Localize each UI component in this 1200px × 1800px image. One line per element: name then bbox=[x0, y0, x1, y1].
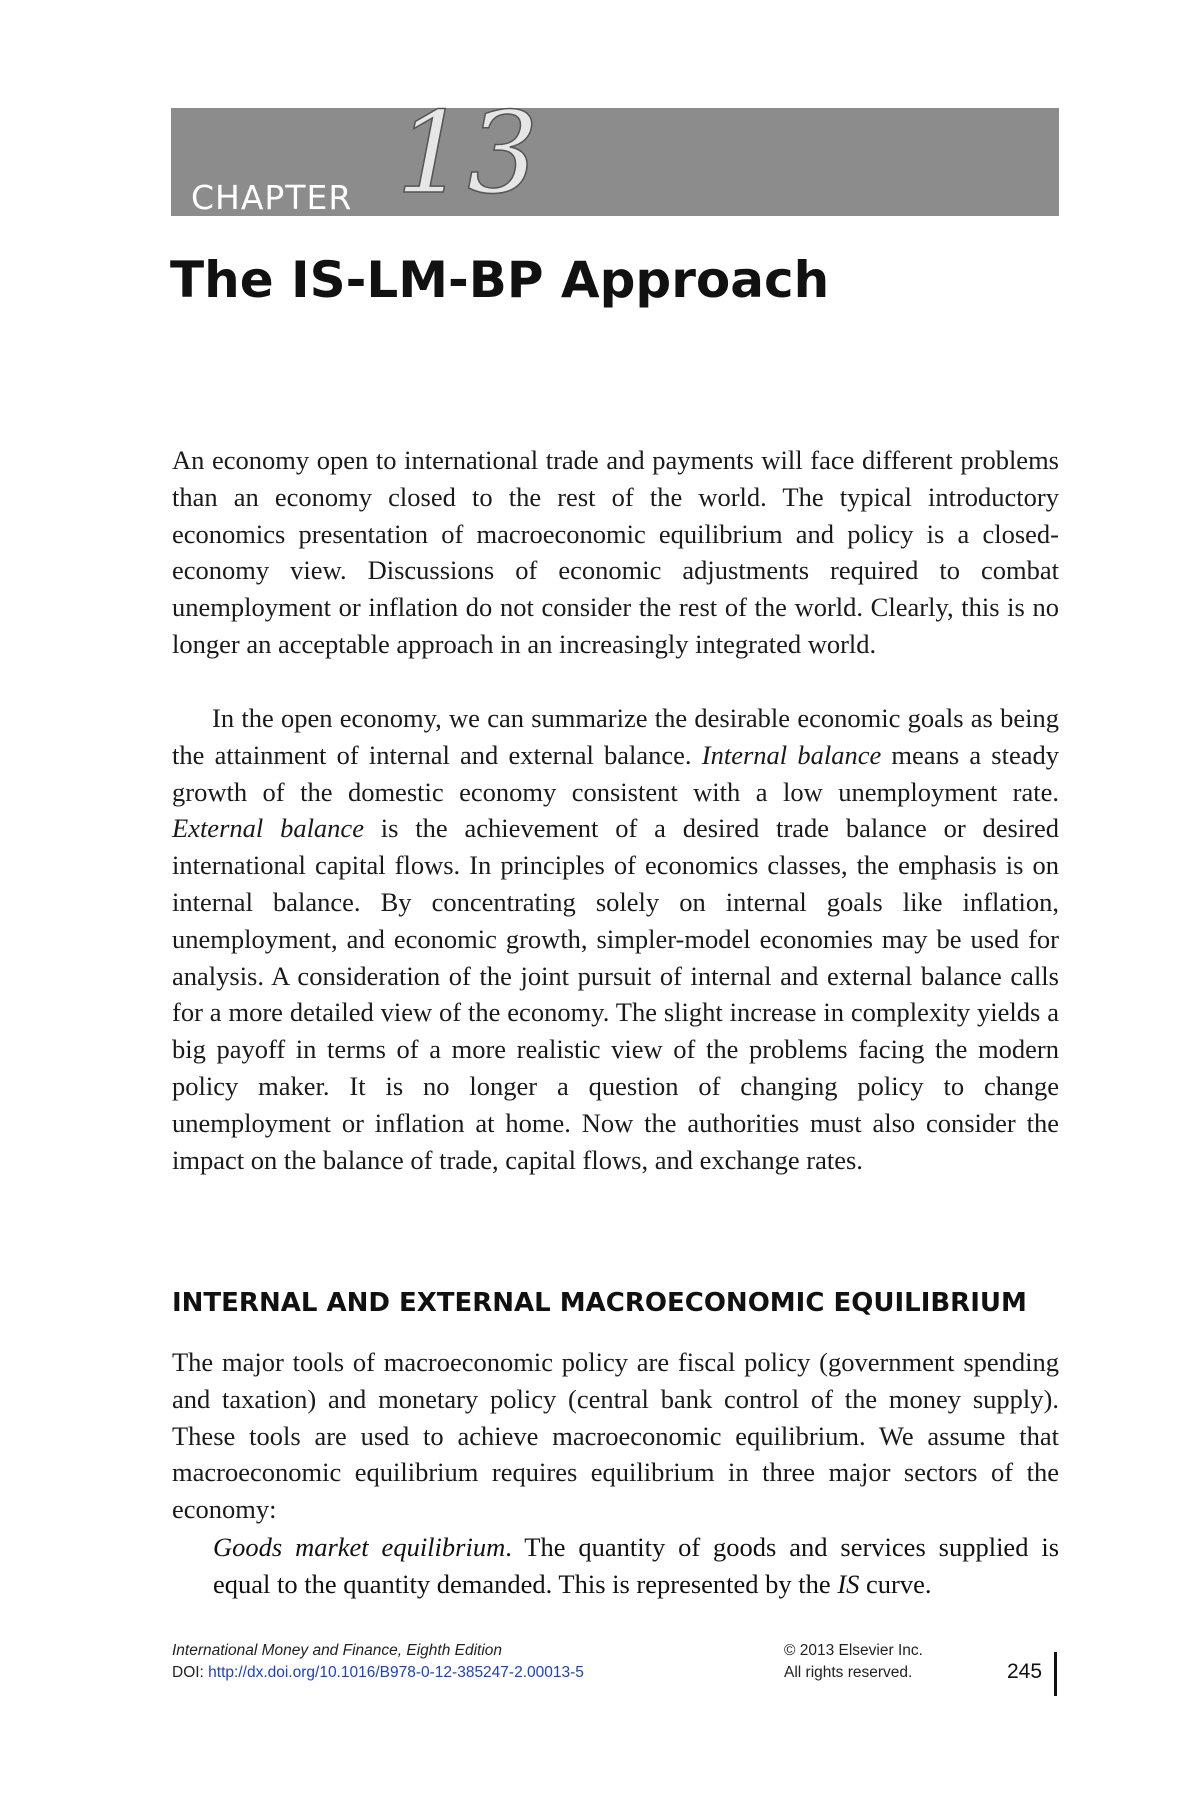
doi-label: DOI: bbox=[172, 1664, 209, 1681]
rights-notice: All rights reserved. bbox=[784, 1664, 913, 1681]
doi-link[interactable]: http://dx.doi.org/10.1016/B978-0-12-385247-2.00013-5 bbox=[208, 1664, 584, 1681]
section-paragraph: The major tools of macroeconomic policy are fiscal policy (government spending and taxation) and monetary policy (central bank control of the money supply). These tools are used to achieve macroeconomic equilibrium. We assume that macroeconomic equilibrium requires equilibrium in three major sectors of the economy: bbox=[172, 1347, 1059, 1525]
goods-market-term: Goods market equilibrium bbox=[213, 1532, 506, 1562]
external-balance-term: External balance bbox=[172, 813, 364, 844]
chapter-label: CHAPTER bbox=[191, 178, 353, 217]
chapter-title: The IS-LM-BP Approach bbox=[170, 251, 830, 309]
page-number: 245 bbox=[1007, 1660, 1043, 1683]
doi-line bbox=[172, 1664, 584, 1682]
balance-paragraph bbox=[172, 700, 1059, 1178]
internal-balance-term: Internal balance bbox=[701, 739, 882, 770]
goods-market-text: . The quantity of goods and services supplied is equal to the quantity demanded. This is represented by the bbox=[213, 1532, 1060, 1599]
intro-paragraph: An economy open to international trade and payments will face different problems than an economy closed to the rest of the world. The typical introductory economics presentation of macroeconomic equilibrium and policy is a closed-economy view. Discussions of economic adjustments required to combat unemployment or inflation do not consider the rest of the world. Clearly, this is no longer an acceptable approach in an increasingly integrated world. bbox=[172, 445, 1059, 659]
section-heading: INTERNAL AND EXTERNAL MACROECONOMIC EQUILIBRIUM bbox=[172, 1288, 1027, 1318]
balance-paragraph-part-1: In the open economy, we can summarize the desirable economic goals as being the attainment of internal and external balance. bbox=[172, 703, 1059, 770]
book-title: International Money and Finance, Eighth Edition bbox=[172, 1642, 503, 1659]
copyright-notice: © 2013 Elsevier Inc. bbox=[784, 1642, 923, 1659]
balance-paragraph-part-3: is the achievement of a desired trade balance or desired international capital flows. In principles of economics classes, the emphasis is on internal balance. By concentrating solely on internal goals like inflation, unemployment, and economic growth, simpler-model economies may be used for analysis. A consideration of the joint pursuit of internal and external balance calls for a more detailed view of the economy. The slight increase in complexity yields a big payoff in terms of a more realistic view of the problems facing the modern policy maker. It is no longer a question of changing policy to change unemployment or inflation at home. Now the authorities must also consider the impact on the balance of trade, capital flows, and exchange rates. bbox=[172, 813, 1059, 1175]
goods-market-item bbox=[172, 1529, 1059, 1603]
goods-market-end: curve. bbox=[859, 1568, 932, 1599]
is-curve-term: IS bbox=[837, 1568, 860, 1599]
page-number-rule bbox=[1054, 1652, 1057, 1696]
chapter-number: 13 bbox=[396, 89, 539, 219]
balance-paragraph-part-2: means a steady growth of the domestic economy consistent with a low unemployment rate. bbox=[172, 739, 1059, 807]
